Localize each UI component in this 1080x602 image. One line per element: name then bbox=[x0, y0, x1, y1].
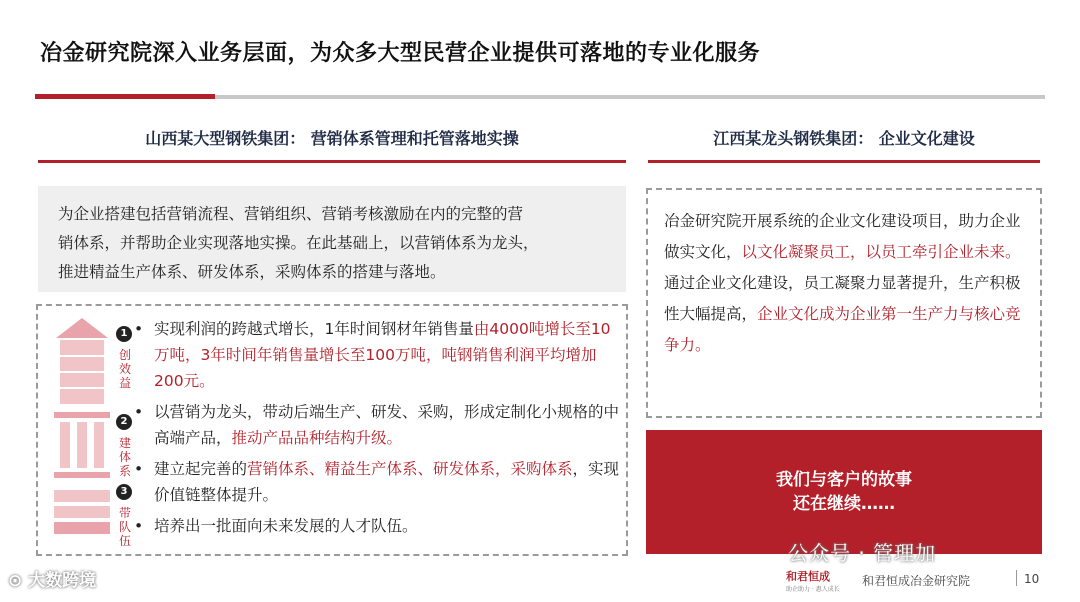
step-number-2: 2 bbox=[116, 414, 132, 430]
list-item: • 建立起完善的营销体系、精益生产体系、研发体系，采购体系，实现价值链整体提升。 bbox=[134, 456, 624, 508]
left-case-heading: 山西某大型钢铁集团： 营销体系管理和托管落地实操 bbox=[145, 129, 519, 148]
banner-line-1: 我们与客户的故事 bbox=[776, 470, 912, 490]
logo-subtext: 助企助力 · 惠人成长 bbox=[786, 586, 840, 593]
intro-line: 推进精益生产体系、研发体系，采购体系的搭建与落地。 bbox=[58, 263, 446, 281]
culture-paragraph-2: 通过企业文化建设，员工凝聚力显著提升，生产积极性大幅提高，企业文化成为企业第一生产力与核心竞争力。 bbox=[664, 274, 1021, 354]
list-item: • 实现利润的跨越式增长，1年时间钢材年销售量由4000吨增长至10万吨，3年时间年销售量增长至100万吨，吨钢销售利润平均增加200元。 bbox=[134, 316, 624, 394]
list-item: • 以营销为龙头，带动后端生产、研发、采购，形成定制化小规格的中高端产品，推动产品品种结构升级。 bbox=[134, 399, 624, 451]
slide-title: 冶金研究院深入业务层面，为众多大型民营企业提供可落地的专业化服务 bbox=[40, 41, 761, 66]
right-case-heading: 江西某龙头钢铁集团： 企业文化建设 bbox=[713, 129, 975, 148]
step-icons-column bbox=[50, 312, 131, 552]
pillars-icon bbox=[54, 412, 110, 478]
intro-line: 销体系，并帮助企业实现落地实操。在此基础上，以营销体系为龙头， bbox=[58, 234, 539, 252]
logo-text: 和君恒成 bbox=[786, 570, 830, 583]
intro-line: 为企业搭建包括营销流程、营销组织、营销考核激励在内的完整的营 bbox=[58, 205, 524, 223]
company-logo bbox=[786, 568, 848, 596]
right-heading-underline bbox=[648, 160, 1040, 163]
arrow-up-icon bbox=[54, 316, 110, 406]
step-label-2: 建体系 bbox=[118, 436, 131, 478]
step-number-3: 3 bbox=[116, 484, 132, 500]
results-list bbox=[134, 316, 624, 544]
stacked-bars-icon bbox=[54, 484, 110, 544]
watermark-right: 公众号 · 管理加 bbox=[788, 541, 937, 565]
step-number-1: 1 bbox=[116, 326, 132, 342]
page-number: 10 bbox=[1024, 572, 1040, 586]
step-label-3: 带队伍 bbox=[118, 506, 131, 548]
left-heading-underline bbox=[38, 160, 626, 163]
culture-paragraph-1: 冶金研究院开展系统的企业文化建设项目，助力企业做实文化，以文化凝聚员工，以员工牵引企业未来。 bbox=[664, 212, 1021, 261]
step-label-1: 创效益 bbox=[118, 348, 131, 390]
footer-divider bbox=[1016, 570, 1017, 586]
title-rule-accent bbox=[35, 94, 215, 99]
right-description-box bbox=[646, 188, 1042, 418]
title-rule-grey bbox=[215, 95, 1045, 99]
left-results-box bbox=[36, 304, 628, 556]
story-banner bbox=[646, 430, 1042, 554]
watermark-left: ⊙ 大数跨境 bbox=[8, 571, 97, 591]
banner-line-2: 还在继续…… bbox=[793, 494, 895, 514]
list-item: • 培养出一批面向未来发展的人才队伍。 bbox=[134, 513, 624, 539]
left-intro-box bbox=[38, 186, 626, 292]
footer-org: 和君恒成冶金研究院 bbox=[862, 574, 971, 588]
